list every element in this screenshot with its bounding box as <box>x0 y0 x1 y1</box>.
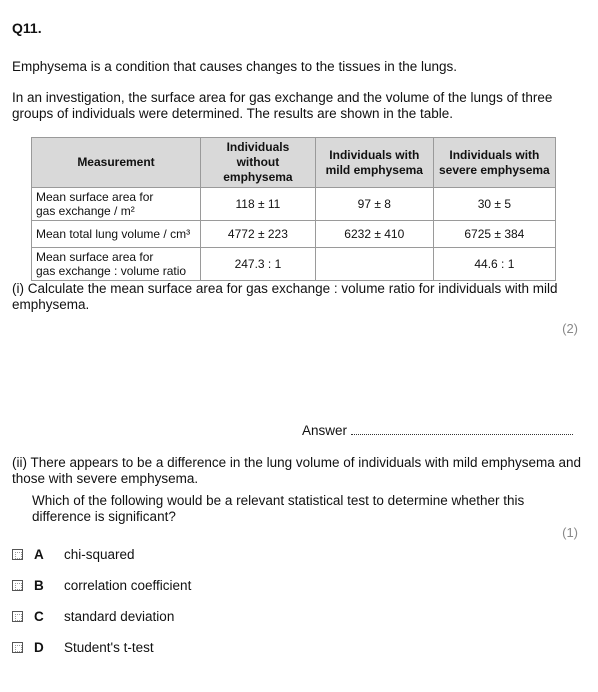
table-cell: 4772 ± 223 <box>201 221 316 248</box>
table-cell: 6725 ± 384 <box>433 221 555 248</box>
checkbox-a[interactable] <box>12 549 23 560</box>
option-b[interactable] <box>12 578 191 593</box>
row-label <box>32 248 201 281</box>
row-label-line: Mean surface area for <box>36 250 154 264</box>
table-cell: 118 ± 11 <box>201 188 316 221</box>
row-label-line: gas exchange / m² <box>36 204 135 218</box>
question-number: Q11. <box>12 20 42 36</box>
row-label <box>32 188 201 221</box>
investigation-text: In an investigation, the surface area for gas exchange and the volume of the lungs of three groups of individuals were determined. The results are shown in the table. <box>12 90 553 121</box>
option-letter: C <box>34 609 44 624</box>
option-text: Student's t-test <box>64 640 154 655</box>
option-text: correlation coefficient <box>64 578 192 593</box>
checkbox-b[interactable] <box>12 580 23 591</box>
option-c[interactable] <box>12 609 174 624</box>
option-letter: B <box>34 578 44 593</box>
table-cell: 6232 ± 410 <box>315 221 433 248</box>
table-header-row <box>32 138 556 188</box>
row-label <box>32 221 201 248</box>
option-a[interactable] <box>12 547 135 562</box>
answer-label: Answer <box>302 423 348 438</box>
table-cell: 30 ± 5 <box>433 188 555 221</box>
header-mild-emphysema: Individuals with mild emphysema <box>315 138 433 188</box>
answer-field[interactable] <box>351 424 573 435</box>
option-text: chi-squared <box>64 547 135 562</box>
table-cell: 97 ± 8 <box>315 188 433 221</box>
checkbox-c[interactable] <box>12 611 23 622</box>
option-letter: A <box>34 547 44 562</box>
option-d[interactable] <box>12 640 154 655</box>
table-row <box>32 221 556 248</box>
header-measurement: Measurement <box>32 138 201 188</box>
results-table <box>31 137 556 281</box>
part-ii-subquestion: Which of the following would be a relevant statistical test to determine whether this difference is significant? <box>32 493 525 524</box>
intro-text: Emphysema is a condition that causes changes to the tissues in the lungs. <box>12 59 458 74</box>
row-label-line: gas exchange : volume ratio <box>36 264 187 278</box>
part-i-question: (i) Calculate the mean surface area for gas exchange : volume ratio for individuals with mild emphysema. <box>12 281 558 312</box>
table-row <box>32 248 556 281</box>
checkbox-d[interactable] <box>12 642 23 653</box>
table-cell: 44.6 : 1 <box>433 248 555 281</box>
table-row <box>32 188 556 221</box>
option-letter: D <box>34 640 44 655</box>
marks-part-i: (2) <box>562 321 578 336</box>
table-cell-blank <box>315 248 433 281</box>
header-without-emphysema: Individuals without emphysema <box>201 138 316 188</box>
marks-part-ii: (1) <box>562 525 578 540</box>
option-text: standard deviation <box>64 609 175 624</box>
part-ii-question: (ii) There appears to be a difference in the lung volume of individuals with mild emphysema and those with severe emphysema. <box>12 455 582 486</box>
row-label-line: Mean surface area for <box>36 190 154 204</box>
header-severe-emphysema: Individuals with severe emphysema <box>433 138 555 188</box>
table-cell: 247.3 : 1 <box>201 248 316 281</box>
row-label-line: Mean total lung volume / cm³ <box>36 227 191 241</box>
answer-row <box>302 423 573 438</box>
